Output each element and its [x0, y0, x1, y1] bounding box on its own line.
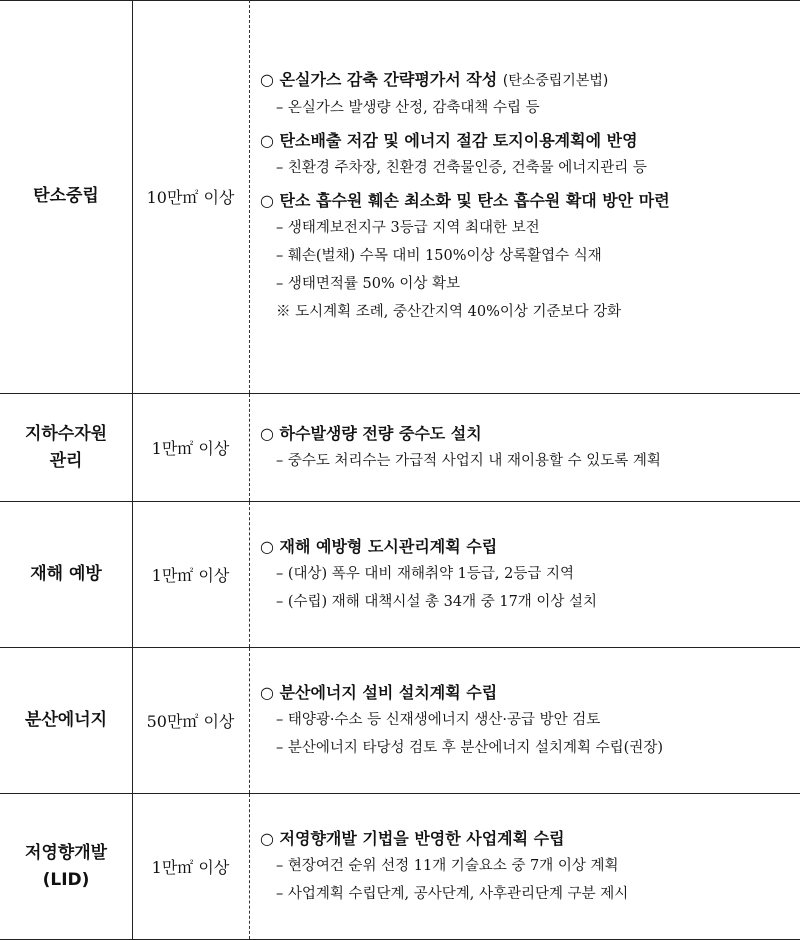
sub-item: – 훼손(벌채) 수목 대비 150%이상 상록활엽수 식재 [276, 248, 602, 264]
sub-item: – 생태면적률 50% 이상 확보 [276, 276, 460, 292]
category-label: 탄소중립 [33, 186, 99, 206]
section-heading: ○ 분산에너지 설비 설치계획 수립 [260, 682, 498, 702]
section-heading: ○ 온실가스 감축 간략평가서 작성 (탄소중립기본법) [260, 70, 609, 89]
threshold-value: 10만㎡ 이상 [146, 188, 235, 207]
sub-item: – 사업계획 수립단계, 공사단계, 사후관리단계 구분 제시 [276, 885, 629, 902]
category-cell [0, 794, 133, 939]
category-cell [0, 0, 133, 393]
table-row-carbon-neutral [0, 0, 800, 394]
threshold-value: 1만㎡ 이상 [151, 439, 230, 458]
threshold-cell [132, 0, 250, 393]
section-heading: ○ 탄소배출 저감 및 에너지 절감 토지이용계획에 반영 [260, 131, 638, 150]
category-label: 분산에너지 [24, 710, 108, 730]
category-label: 재해 예방 [30, 564, 102, 584]
table-row-lid [0, 794, 800, 940]
sub-item: – (대상) 폭우 대비 재해취약 1등급, 2등급 지역 [276, 565, 574, 582]
reference-note: ※ 도시계획 조례, 중산간지역 40%이상 기준보다 강화 [276, 304, 622, 320]
category-cell [0, 394, 133, 501]
category-cell [0, 648, 133, 793]
threshold-cell [132, 502, 250, 647]
threshold-cell [132, 394, 250, 501]
content-cell [250, 794, 800, 939]
law-note: (탄소중립기본법) [502, 73, 609, 89]
threshold-value: 1만㎡ 이상 [151, 858, 230, 877]
section-heading: ○ 재해 예방형 도시관리계획 수립 [260, 536, 498, 556]
content-cell [250, 648, 800, 793]
sub-item: – 현장여건 순위 선정 11개 기술요소 중 7개 이상 계획 [276, 857, 619, 874]
content-cell [250, 394, 800, 501]
category-label: 지하수자원 관리 [24, 423, 108, 471]
sub-item: – 친환경 주차장, 친환경 건축물인증, 건축물 에너지관리 등 [276, 160, 647, 176]
threshold-value: 1만㎡ 이상 [151, 566, 230, 585]
category-label: 저영향개발 (LID) [24, 842, 108, 890]
section-heading: ○ 저영향개발 기법을 반영한 사업계획 수립 [260, 828, 565, 848]
content-cell [250, 0, 800, 393]
sub-item: – (수립) 재해 대책시설 총 34개 중 17개 이상 설치 [276, 593, 598, 610]
category-cell [0, 502, 133, 647]
table-row-groundwater [0, 394, 800, 502]
threshold-cell [132, 648, 250, 793]
sub-item: – 분산에너지 타당성 검토 후 분산에너지 설치계획 수립(권장) [276, 739, 663, 756]
threshold-value: 50만㎡ 이상 [146, 712, 235, 731]
sub-item: – 태양광·수소 등 신재생에너지 생산·공급 방안 검토 [276, 711, 601, 728]
content-cell [250, 502, 800, 647]
section-heading: ○ 하수발생량 전량 중수도 설치 [260, 423, 482, 443]
threshold-cell [132, 794, 250, 939]
table-row-distributed-energy [0, 648, 800, 794]
section-heading: ○ 탄소 흡수원 훼손 최소화 및 탄소 흡수원 확대 방안 마련 [260, 191, 670, 210]
sub-item: – 중수도 처리수는 가급적 사업지 내 재이용할 수 있도록 계획 [276, 452, 661, 469]
sub-item: – 생태계보전지구 3등급 지역 최대한 보전 [276, 220, 540, 236]
table-row-disaster [0, 502, 800, 648]
sub-item: – 온실가스 발생량 산정, 감축대책 수립 등 [276, 100, 540, 116]
